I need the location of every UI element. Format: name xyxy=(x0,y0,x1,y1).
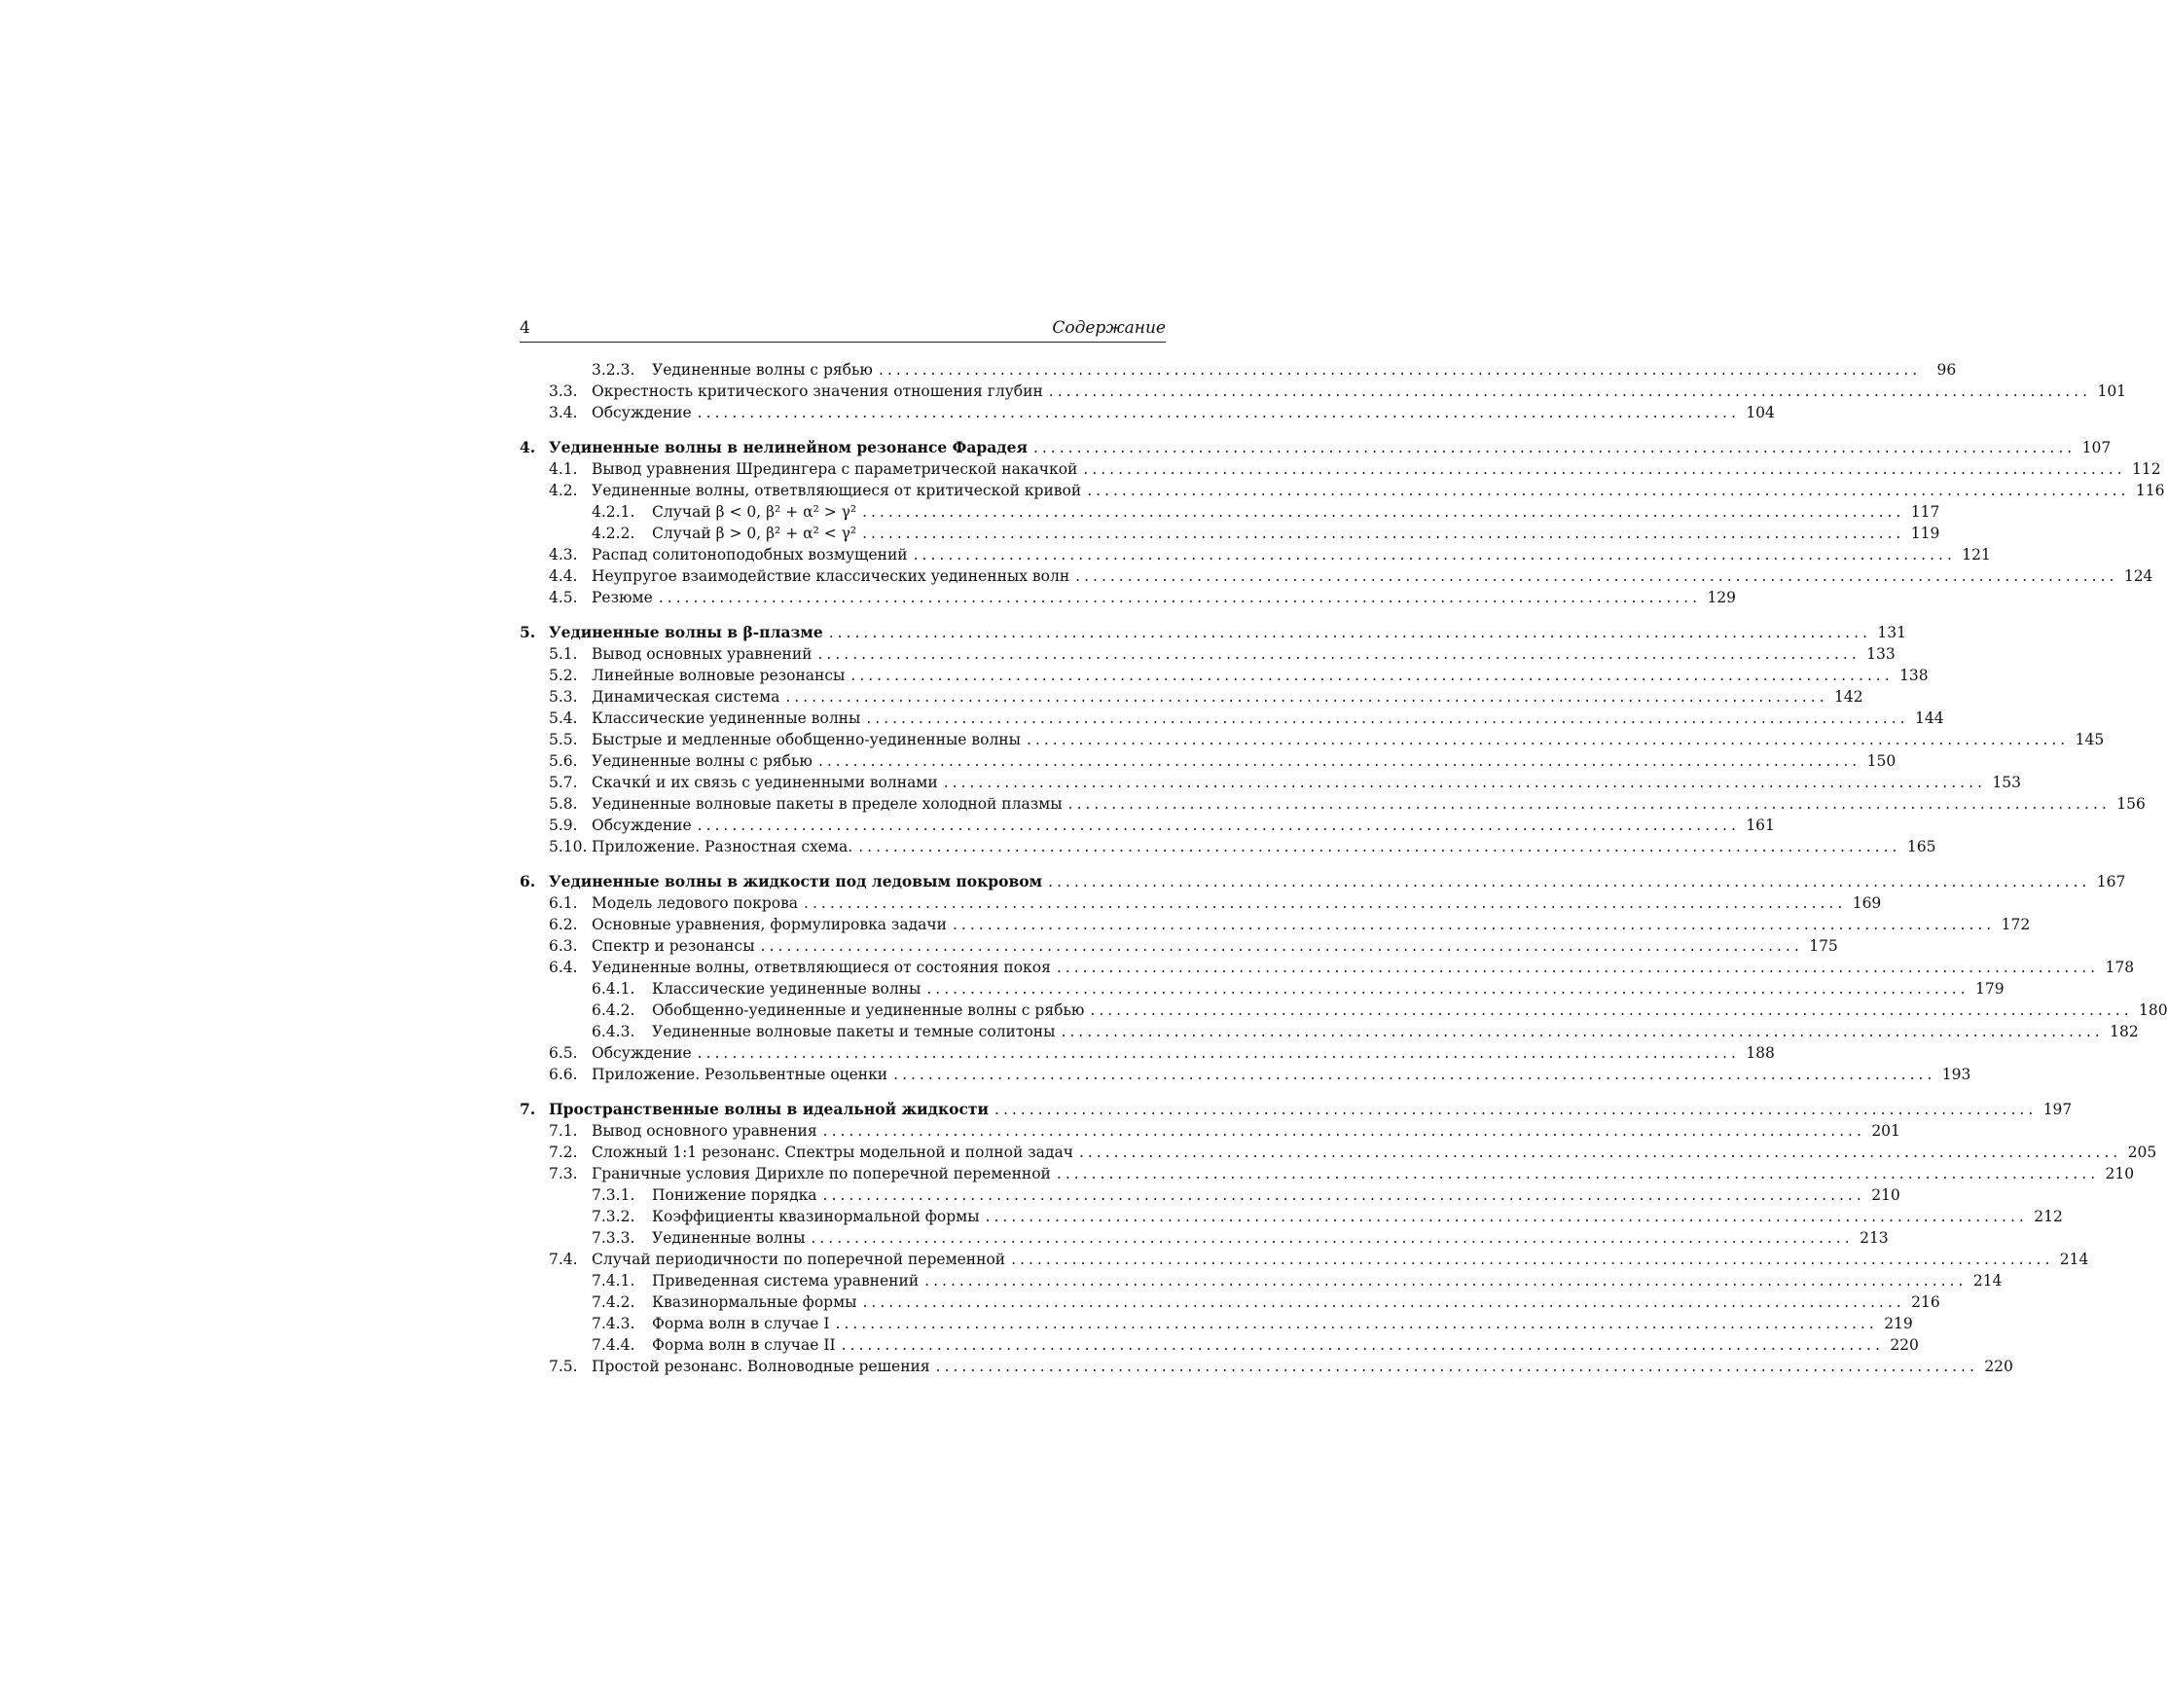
toc-entry[interactable] xyxy=(592,1184,1900,1206)
toc-entry-title: Линейные волновые резонансы xyxy=(592,667,846,684)
toc-entry-title: Уединенные волны, ответвляющиеся от состояния покоя xyxy=(592,959,1051,976)
toc-entry-page: 117 xyxy=(1910,503,1940,521)
toc-entry-number: 7.3. xyxy=(549,1165,578,1182)
toc-leader-dots: ........................................................................................................................ xyxy=(985,1208,2028,1225)
toc-entry-page: 179 xyxy=(1975,980,2005,998)
toc-entry-number: 4.2.1. xyxy=(592,503,635,521)
toc-entry[interactable] xyxy=(549,815,1775,836)
toc-entry[interactable] xyxy=(549,1356,2013,1377)
toc-entry[interactable] xyxy=(592,501,1940,523)
toc-entry-page: 161 xyxy=(1746,817,1775,834)
toc-entry-page: 193 xyxy=(1941,1066,1971,1083)
toc-entry-page: 145 xyxy=(2075,731,2105,748)
toc-leader-dots: ........................................................................................................................ xyxy=(841,1336,1884,1354)
toc-entry[interactable] xyxy=(549,1120,1900,1142)
toc-entry-title: Квазинормальные формы xyxy=(652,1293,857,1311)
toc-entry[interactable] xyxy=(549,402,1775,423)
toc-entry-title: Обсуждение xyxy=(592,404,692,421)
toc-entry-page: 201 xyxy=(1871,1122,1900,1140)
toc-entry[interactable] xyxy=(592,1206,2063,1227)
toc-entry-number: 6.4.2. xyxy=(592,1001,635,1019)
toc-entry-title: Случай β < 0, β² + α² > γ² xyxy=(652,503,857,521)
toc-chapter-entry[interactable] xyxy=(520,1099,2073,1120)
toc-entry-title: Случай β > 0, β² + α² < γ² xyxy=(652,525,857,542)
toc-entry-page: 182 xyxy=(2110,1023,2139,1040)
toc-page xyxy=(520,318,2168,1375)
toc-entry-title: Уединенные волновые пакеты и темные солитоны xyxy=(652,1023,1056,1040)
toc-leader-dots: ........................................................................................................................ xyxy=(658,589,1702,606)
toc-entry[interactable] xyxy=(549,458,2161,480)
toc-entry-number: 5.5. xyxy=(549,731,578,748)
toc-entry[interactable] xyxy=(549,1249,2089,1270)
toc-entry-number: 7.3.3. xyxy=(592,1229,635,1247)
toc-entry-title: Уединенные волны в нелинейном резонансе Фарадея xyxy=(549,438,1028,456)
toc-entry[interactable] xyxy=(549,1163,2135,1184)
toc-entry-number: 7.4.1. xyxy=(592,1272,635,1290)
toc-leader-dots: ........................................................................................................................ xyxy=(697,404,1740,421)
toc-entry-number: 7. xyxy=(520,1100,536,1118)
toc-leader-dots: ........................................................................................................................ xyxy=(1075,567,2118,585)
toc-entry-page: 167 xyxy=(2096,873,2126,890)
toc-entry-page: 104 xyxy=(1746,404,1775,421)
toc-entry-title: Уединенные волны с рябью xyxy=(592,752,813,770)
toc-entry[interactable] xyxy=(549,381,2127,402)
toc-entry-title: Обсуждение xyxy=(592,817,692,834)
toc-entry-number: 7.3.2. xyxy=(592,1208,635,1225)
toc-entry-number: 4.1. xyxy=(549,460,578,478)
toc-entry-number: 6.5. xyxy=(549,1044,578,1062)
toc-entry-number: 6.6. xyxy=(549,1066,578,1083)
toc-leader-dots: ........................................................................................................................ xyxy=(878,361,1922,379)
toc-entry-title: Резюме xyxy=(592,589,653,606)
toc-entry[interactable] xyxy=(549,565,2153,587)
toc-entry-number: 7.2. xyxy=(549,1144,578,1161)
toc-entry-title: Неупругое взаимодействие классических уединенных волн xyxy=(592,567,1070,585)
toc-leader-dots: ........................................................................................................................ xyxy=(697,817,1740,834)
toc-entry-page: 172 xyxy=(2001,916,2031,933)
toc-entry-number: 6.1. xyxy=(549,894,578,912)
toc-entry-number: 6.4. xyxy=(549,959,578,976)
toc-entry-page: 131 xyxy=(1877,624,1906,641)
toc-entry-number: 5.8. xyxy=(549,795,578,813)
toc-leader-dots: ........................................................................................................................ xyxy=(1048,873,2091,890)
toc-leader-dots: ........................................................................................................................ xyxy=(952,916,1996,933)
toc-leader-dots: ........................................................................................................................ xyxy=(1083,460,2126,478)
toc-entry-number: 4.3. xyxy=(549,546,578,563)
toc-entry-title: Простой резонанс. Волноводные решения xyxy=(592,1358,930,1375)
toc-entry-title: Классические уединенные волны xyxy=(652,980,921,998)
toc-entry-number: 7.3.1. xyxy=(592,1186,635,1204)
toc-chapter-entry[interactable] xyxy=(520,437,2112,458)
toc-entry-title: Сложный 1:1 резонанс. Спектры модельной и полной задач xyxy=(592,1144,1073,1161)
toc-entry-title: Скачки́ и их связь с уединенными волнами xyxy=(592,774,938,791)
toc-entry-page: 156 xyxy=(2116,795,2146,813)
toc-leader-dots: ........................................................................................................................ xyxy=(862,525,1905,542)
toc-entry-title: Окрестность критического значения отношения глубин xyxy=(592,382,1043,400)
toc-leader-dots: ........................................................................................................................ xyxy=(1056,1165,2100,1182)
toc-entry-number: 5.4. xyxy=(549,709,578,727)
toc-entry-number: 4. xyxy=(520,438,536,456)
toc-entry[interactable] xyxy=(592,1227,1889,1249)
toc-entry-number: 5.2. xyxy=(549,667,578,684)
toc-entry-page: 210 xyxy=(2105,1165,2135,1182)
toc-entry-number: 4.2. xyxy=(549,482,578,499)
toc-entry-number: 5.3. xyxy=(549,688,578,706)
toc-entry[interactable] xyxy=(592,359,1957,381)
toc-entry-title: Основные уравнения, формулировка задачи xyxy=(592,916,947,933)
page-header xyxy=(520,318,1166,343)
toc-leader-dots: ........................................................................................................................ xyxy=(1087,482,2130,499)
toc-entry[interactable] xyxy=(592,523,1940,544)
toc-leader-dots: ........................................................................................................................ xyxy=(926,980,1969,998)
toc-entry[interactable] xyxy=(549,708,1944,729)
toc-entry-title: Уединенные волны в β-плазме xyxy=(549,623,823,641)
toc-entry-title: Граничные условия Дирихле по поперечной переменной xyxy=(592,1165,1051,1182)
toc-entry-page: 133 xyxy=(1866,645,1896,663)
toc-entry-number: 7.5. xyxy=(549,1358,578,1375)
toc-entry-number: 5.7. xyxy=(549,774,578,791)
toc-entry-title: Уединенные волны, ответвляющиеся от критической кривой xyxy=(592,482,1082,499)
toc-leader-dots: ........................................................................................................................ xyxy=(835,1315,1878,1332)
toc-entry-title: Вывод уравнения Шредингера с параметрической накачкой xyxy=(592,460,1078,478)
toc-entry[interactable] xyxy=(549,957,2135,978)
toc-entry-title: Распад солитоноподобных возмущений xyxy=(592,546,908,563)
toc-entry-number: 7.4.2. xyxy=(592,1293,635,1311)
toc-entry-page: 153 xyxy=(1992,774,2021,791)
toc-entry[interactable] xyxy=(549,480,2165,501)
toc-entry-title: Приложение. Резольвентные оценки xyxy=(592,1066,888,1083)
toc-leader-dots: ........................................................................................................................ xyxy=(913,546,1956,563)
toc-entry[interactable] xyxy=(549,772,2021,793)
toc-entry-number: 7.4.3. xyxy=(592,1315,635,1332)
toc-entry-page: 107 xyxy=(2081,439,2112,456)
toc-leader-dots: ........................................................................................................................ xyxy=(828,624,1871,641)
toc-leader-dots: ........................................................................................................................ xyxy=(858,838,1901,855)
toc-entry-title: Вывод основного уравнения xyxy=(592,1122,817,1140)
toc-entry-number: 7.4. xyxy=(549,1251,578,1268)
toc-entry-title: Обобщенно-уединенные и уединенные волны с рябью xyxy=(652,1001,1085,1019)
toc-entry-page: 144 xyxy=(1915,709,1944,727)
toc-leader-dots: ........................................................................................................................ xyxy=(1048,382,2092,400)
toc-entry-title: Уединенные волновые пакеты в пределе холодной плазмы xyxy=(592,795,1063,813)
toc-entry-title: Модель ледового покрова xyxy=(592,894,799,912)
toc-entry[interactable] xyxy=(549,1042,1775,1064)
toc-leader-dots: ........................................................................................................................ xyxy=(785,688,1828,706)
running-title: Содержание xyxy=(1052,318,1166,338)
toc-entry-title: Динамическая система xyxy=(592,688,780,706)
toc-entry-page: 150 xyxy=(1866,752,1897,770)
toc-entry-number: 4.5. xyxy=(549,589,578,606)
toc-entry[interactable] xyxy=(549,587,1737,608)
toc-entry-title: Обсуждение xyxy=(592,1044,692,1062)
toc-entry-title: Уединенные волны в жидкости под ледовым покровом xyxy=(549,872,1043,890)
toc-entry-number: 6.2. xyxy=(549,916,578,933)
toc-entry[interactable] xyxy=(592,1021,2139,1042)
toc-entry-page: 165 xyxy=(1906,838,1936,855)
toc-entry-title: Приложение. Разностная схема. xyxy=(592,838,853,855)
toc-entry-title: Форма волн в случае I xyxy=(652,1315,830,1332)
toc-entry-page: 142 xyxy=(1834,688,1863,706)
toc-entry-number: 6.3. xyxy=(549,937,578,955)
toc-entry[interactable] xyxy=(549,686,1863,708)
toc-entry-page: 175 xyxy=(1809,937,1838,955)
toc-entry-number: 5.10. xyxy=(549,838,588,855)
toc-leader-dots: ........................................................................................................................ xyxy=(697,1044,1740,1062)
toc-leader-dots: ........................................................................................................................ xyxy=(804,894,1847,912)
toc-entry-page: 121 xyxy=(1962,546,1991,563)
toc-leader-dots: ........................................................................................................................ xyxy=(935,1358,1978,1375)
toc-entry-title: Форма волн в случае II xyxy=(652,1336,836,1354)
toc-entry-page: 169 xyxy=(1852,894,1882,912)
toc-entry-page: 96 xyxy=(1936,361,1957,379)
toc-entry-number: 6.4.1. xyxy=(592,980,635,998)
toc-entry[interactable] xyxy=(549,892,1882,914)
toc-leader-dots: ........................................................................................................................ xyxy=(1026,731,2070,748)
toc-entry[interactable] xyxy=(549,750,1897,772)
toc-entry[interactable] xyxy=(592,1313,1913,1334)
toc-entry-page: 138 xyxy=(1899,667,1929,684)
toc-entry[interactable] xyxy=(549,729,2105,750)
toc-entry-number: 3.2.3. xyxy=(592,361,635,379)
toc-entry[interactable] xyxy=(592,1334,1919,1356)
toc-entry-page: 119 xyxy=(1910,525,1940,542)
toc-entry-page: 220 xyxy=(1984,1358,2013,1375)
toc-leader-dots: ........................................................................................................................ xyxy=(1090,1001,2133,1019)
toc-entry[interactable] xyxy=(549,1064,1971,1085)
toc-entry-page: 129 xyxy=(1707,589,1737,606)
toc-entry-page: 220 xyxy=(1890,1336,1919,1354)
toc-entry-number: 7.4.4. xyxy=(592,1336,635,1354)
toc-leader-dots: ........................................................................................................................ xyxy=(811,1229,1854,1247)
toc-leader-dots: ........................................................................................................................ xyxy=(1056,959,2100,976)
toc-entry-page: 112 xyxy=(2132,460,2161,478)
toc-entry-page: 124 xyxy=(2123,567,2153,585)
toc-leader-dots: ........................................................................................................................ xyxy=(817,752,1861,770)
toc-leader-dots: ........................................................................................................................ xyxy=(822,1186,1865,1204)
toc-entry[interactable] xyxy=(592,1270,2003,1291)
toc-entry[interactable] xyxy=(592,1291,1940,1313)
toc-entry-number: 5.1. xyxy=(549,645,578,663)
toc-entry-page: 101 xyxy=(2097,382,2127,400)
toc-entry[interactable] xyxy=(549,544,1991,565)
toc-chapter-entry[interactable] xyxy=(520,622,1906,643)
toc-leader-dots: ........................................................................................................................ xyxy=(1078,1144,2122,1161)
toc-leader-dots: ........................................................................................................................ xyxy=(924,1272,1968,1290)
toc-entry-number: 6.4.3. xyxy=(592,1023,635,1040)
toc-leader-dots: ........................................................................................................................ xyxy=(862,503,1905,521)
toc-entry-page: 116 xyxy=(2135,482,2165,499)
toc-leader-dots: ........................................................................................................................ xyxy=(862,1293,1905,1311)
toc-entry[interactable] xyxy=(549,665,1929,686)
toc-entry[interactable] xyxy=(549,914,2031,935)
toc-entry-title: Уединенные волны xyxy=(652,1229,806,1247)
toc-entry-number: 3.4. xyxy=(549,404,578,421)
toc-entry-title: Понижение порядка xyxy=(652,1186,817,1204)
toc-leader-dots: ........................................................................................................................ xyxy=(1032,439,2077,456)
toc-entry-page: 212 xyxy=(2034,1208,2063,1225)
toc-leader-dots: ........................................................................................................................ xyxy=(994,1101,2038,1118)
toc-entry[interactable] xyxy=(549,793,2146,815)
toc-entry-title: Коэффициенты квазинормальной формы xyxy=(652,1208,980,1225)
toc-entry-title: Уединенные волны с рябью xyxy=(652,361,873,379)
toc-leader-dots: ........................................................................................................................ xyxy=(822,1122,1865,1140)
toc-leader-dots: ........................................................................................................................ xyxy=(1011,1251,2054,1268)
toc-entry-page: 205 xyxy=(2127,1144,2157,1161)
toc-leader-dots: ........................................................................................................................ xyxy=(760,937,1803,955)
toc-entry-number: 4.2.2. xyxy=(592,525,635,542)
toc-entry-page: 180 xyxy=(2139,1001,2168,1019)
toc-entry-title: Пространственные волны в идеальной жидкости xyxy=(549,1100,990,1118)
toc-entry[interactable] xyxy=(549,935,1838,957)
toc-entry-page: 210 xyxy=(1871,1186,1900,1204)
toc-leader-dots: ........................................................................................................................ xyxy=(866,709,1909,727)
toc-leader-dots: ........................................................................................................................ xyxy=(1061,1023,2104,1040)
toc-entry[interactable] xyxy=(549,1142,2157,1163)
toc-entry[interactable] xyxy=(549,643,1896,665)
toc-entry-page: 219 xyxy=(1884,1315,1913,1332)
toc-entry[interactable] xyxy=(592,999,2168,1021)
toc-entry-page: 214 xyxy=(1972,1272,2003,1290)
toc-leader-dots: ........................................................................................................................ xyxy=(817,645,1861,663)
toc-entry-page: 216 xyxy=(1911,1293,1940,1311)
toc-entry-number: 4.4. xyxy=(549,567,578,585)
toc-entry-page: 188 xyxy=(1746,1044,1775,1062)
toc-entry-title: Классические уединенные волны xyxy=(592,709,861,727)
toc-entry-number: 5.9. xyxy=(549,817,578,834)
toc-entry-number: 5. xyxy=(520,623,536,641)
toc-entry-number: 3.3. xyxy=(549,382,578,400)
toc-entry-title: Случай периодичности по поперечной переменной xyxy=(592,1251,1006,1268)
toc-entry-page: 178 xyxy=(2105,959,2135,976)
toc-entry-number: 6. xyxy=(520,872,536,890)
toc-entry-title: Приведенная система уравнений xyxy=(652,1272,920,1290)
toc-entry-title: Вывод основных уравнений xyxy=(592,645,813,663)
toc-entry-title: Быстрые и медленные обобщенно-уединенные волны xyxy=(592,731,1021,748)
toc-leader-dots: ........................................................................................................................ xyxy=(943,774,1986,791)
toc-entry-page: 214 xyxy=(2059,1251,2089,1268)
toc-entry-page: 197 xyxy=(2042,1101,2073,1118)
toc-leader-dots: ........................................................................................................................ xyxy=(850,667,1894,684)
toc-entry[interactable] xyxy=(549,836,1936,857)
toc-leader-dots: ........................................................................................................................ xyxy=(893,1066,1936,1083)
toc-leader-dots: ........................................................................................................................ xyxy=(1067,795,2111,813)
page-number: 4 xyxy=(520,318,530,338)
toc-entry-title: Спектр и резонансы xyxy=(592,937,755,955)
toc-chapter-entry[interactable] xyxy=(520,871,2126,892)
toc-entry[interactable] xyxy=(592,978,2005,999)
toc-entry-number: 7.1. xyxy=(549,1122,578,1140)
toc-entry-number: 5.6. xyxy=(549,752,578,770)
toc-entry-page: 213 xyxy=(1860,1229,1889,1247)
